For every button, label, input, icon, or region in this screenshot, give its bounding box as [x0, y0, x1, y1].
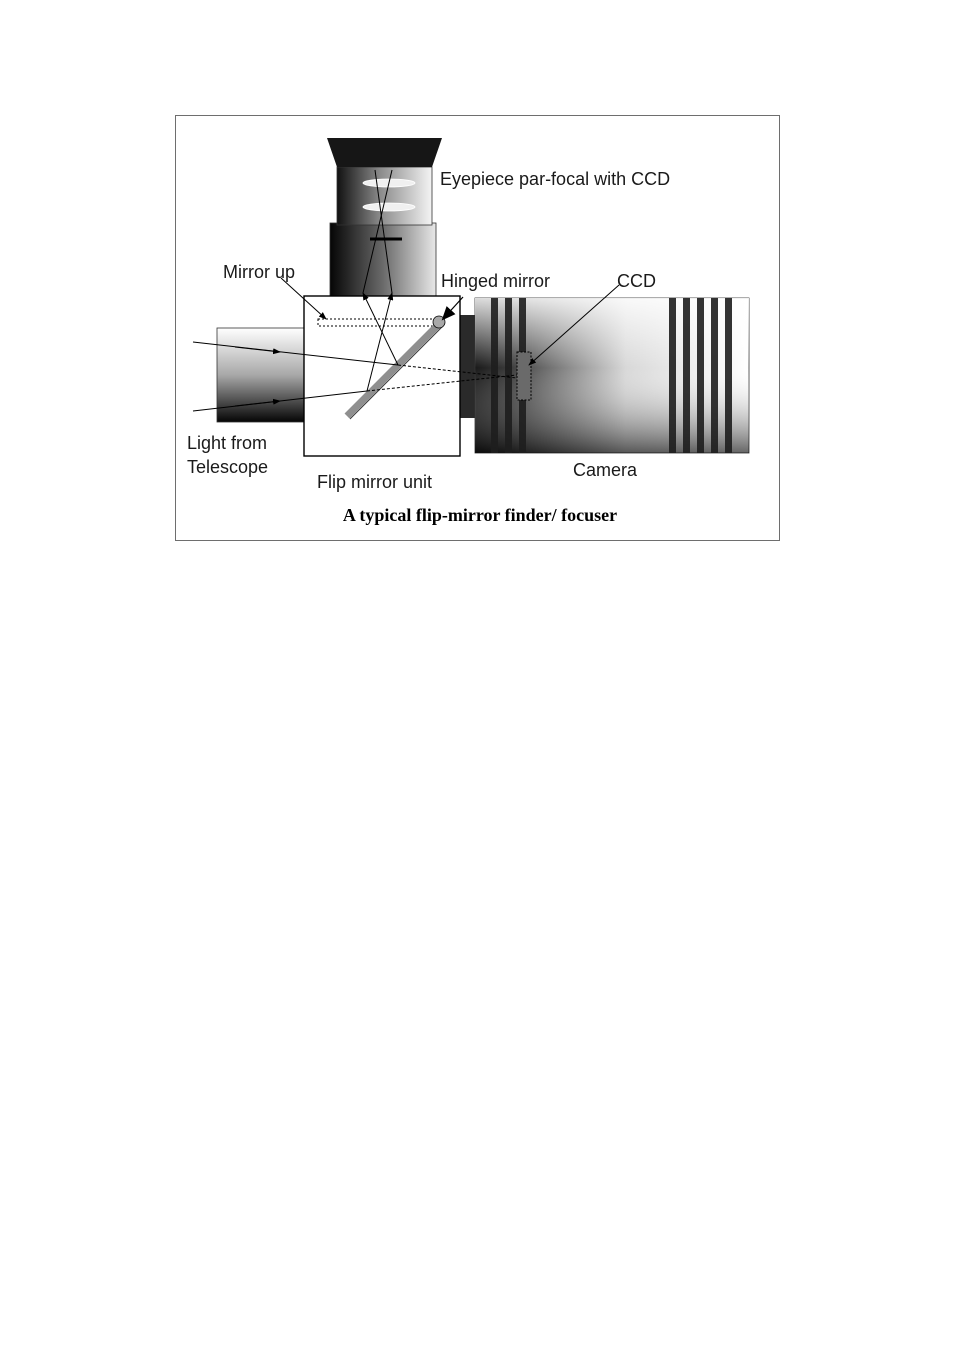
mirror-hinge [433, 316, 445, 328]
ccd-chip [517, 352, 531, 400]
eyepiece [327, 138, 442, 225]
eyepiece-label: Eyepiece par-focal with CCD [440, 169, 671, 189]
eyepiece-barrel [330, 223, 436, 298]
telescope-label: Telescope [187, 457, 269, 477]
camera-label: Camera [573, 460, 638, 480]
eyepiece-lens-2 [363, 203, 415, 211]
hinged-mirror-label: Hinged mirror [441, 271, 551, 291]
camera-body [460, 298, 749, 453]
telescope-tube [217, 328, 305, 422]
ccd-label: CCD [617, 271, 656, 291]
flip-mirror-figure [175, 115, 780, 541]
flip-mirror-unit-label: Flip mirror unit [317, 472, 433, 492]
light-from-label: Light from [187, 433, 268, 453]
figure-caption: A typical flip-mirror finder/ focuser [342, 505, 618, 525]
mirror-up-label: Mirror up [223, 262, 296, 282]
